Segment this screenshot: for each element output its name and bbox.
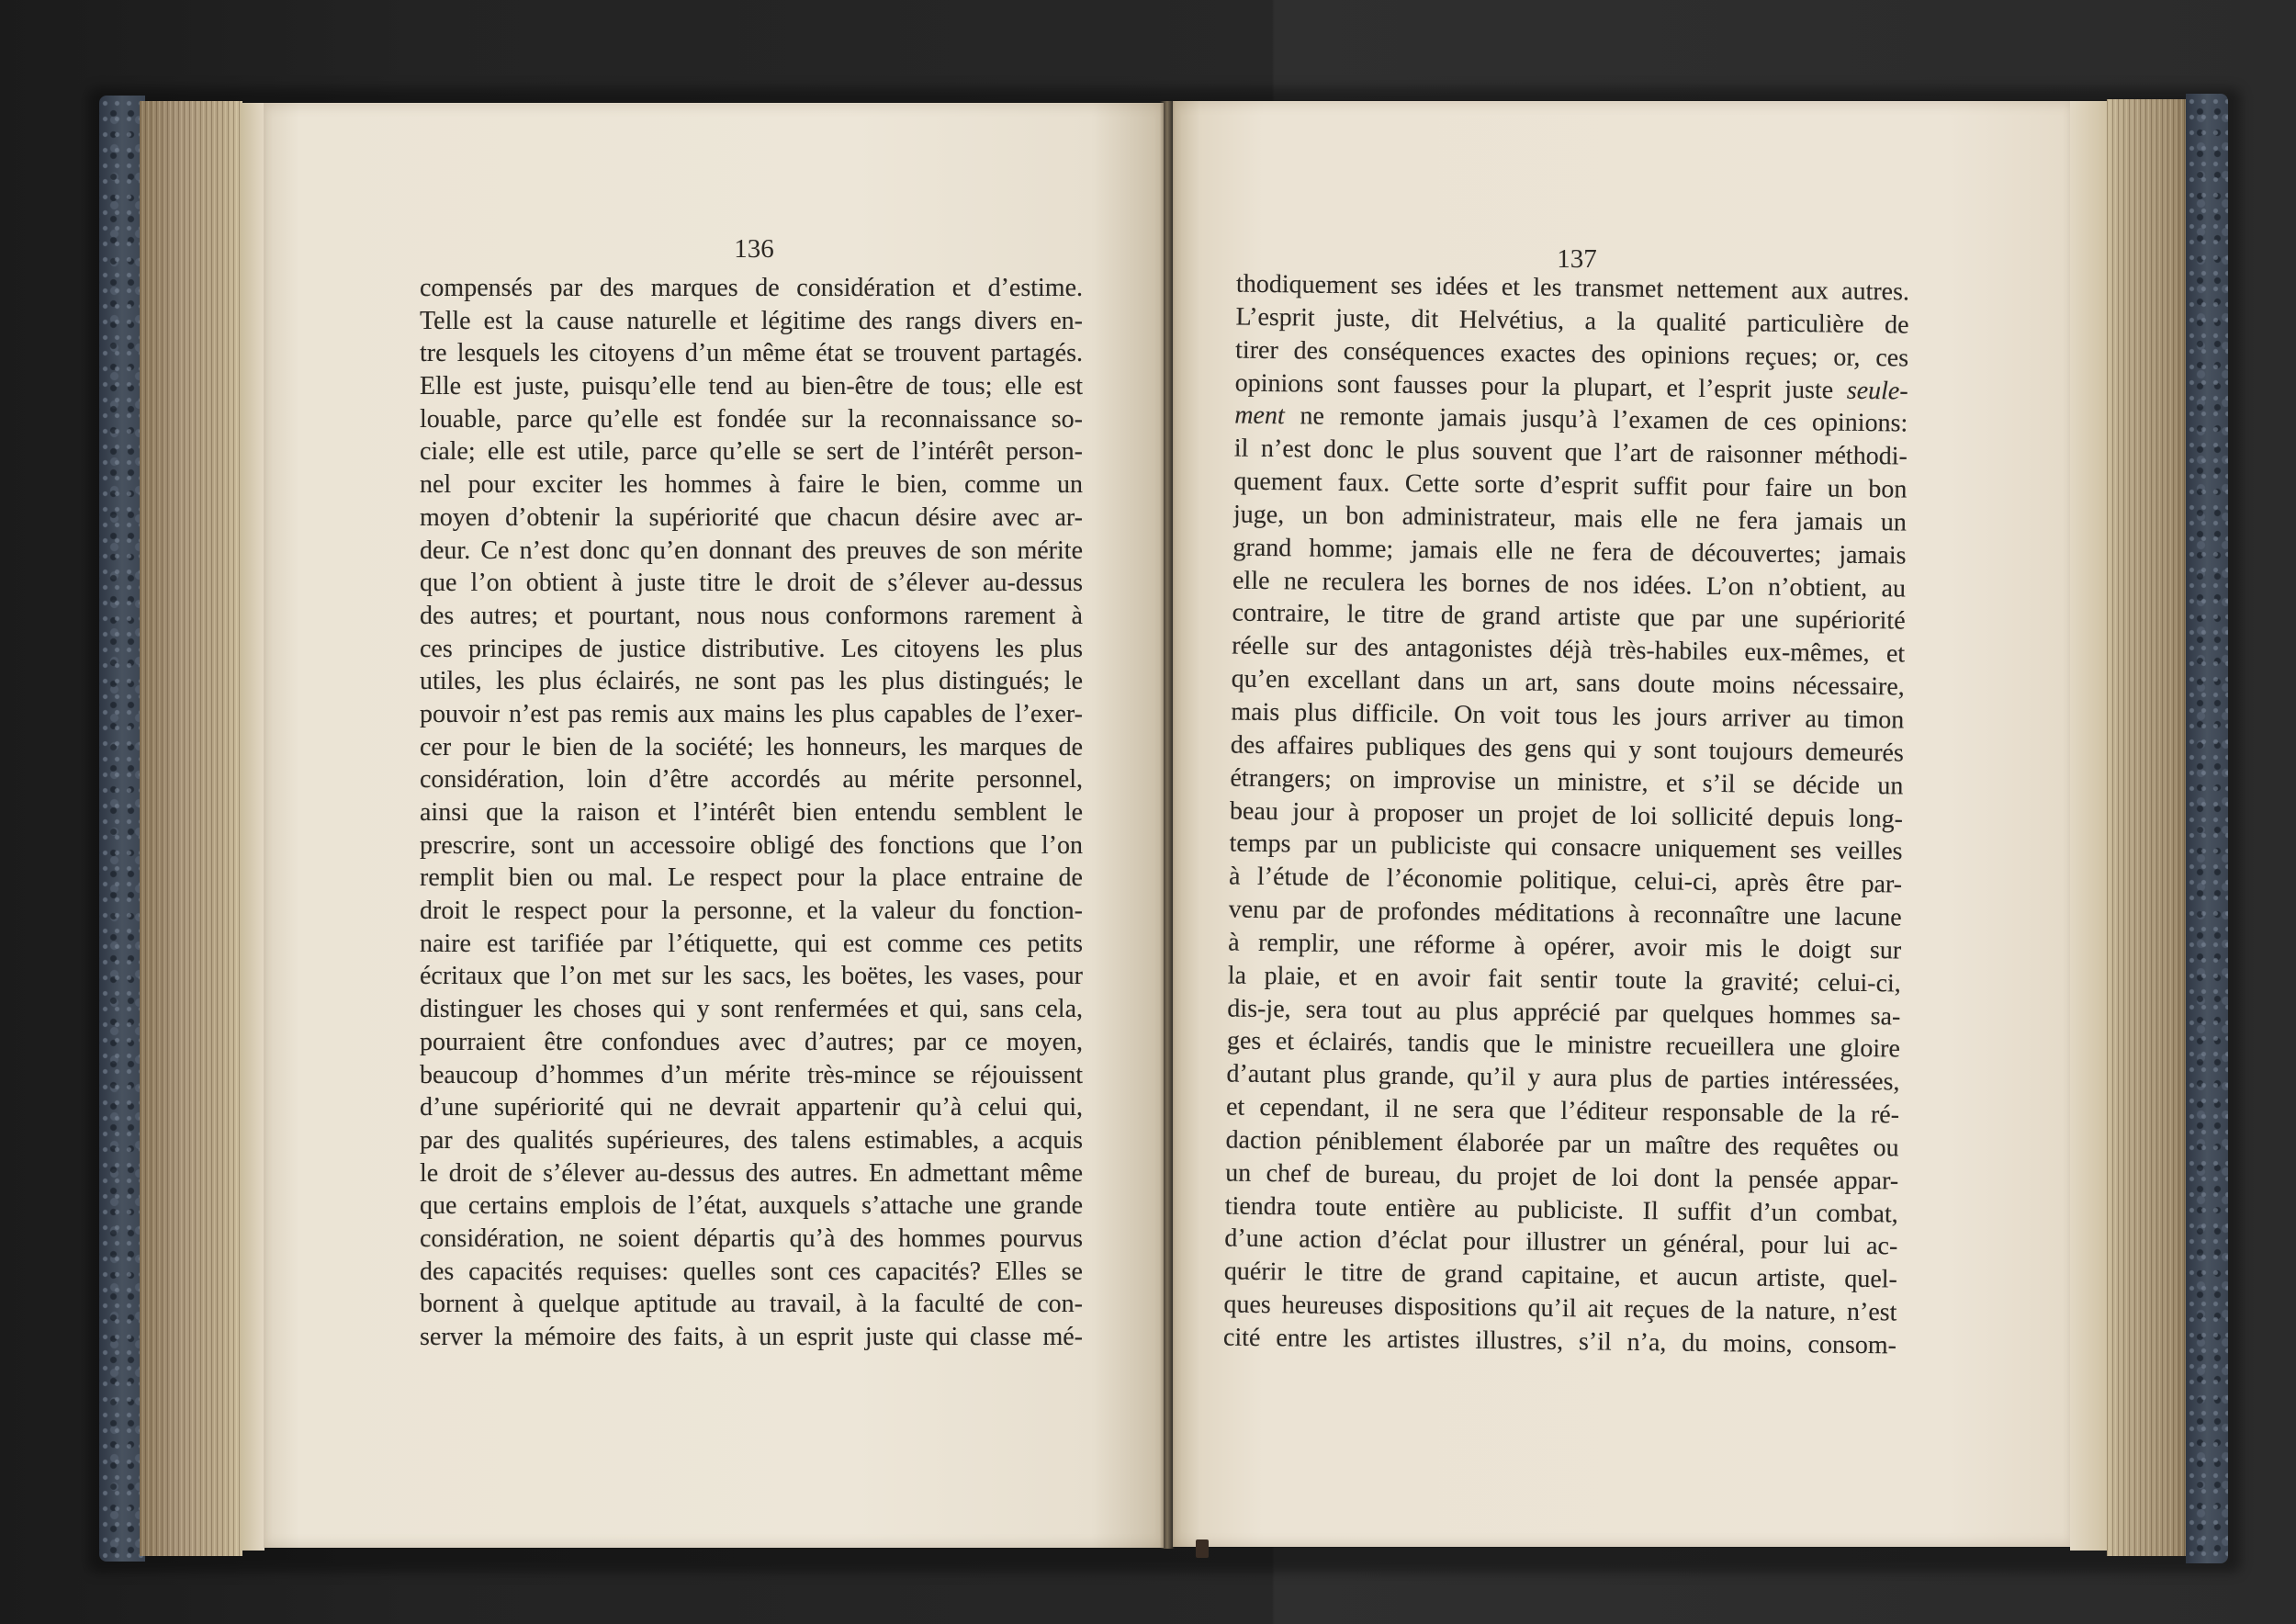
gutter [1160, 101, 1175, 1549]
text-line: écritaux que l’on met sur les sacs, les boëtes, les vases, pour [420, 962, 1083, 991]
text-segment: opinions sont fausses pour la plupart, et l’esprit juste [1234, 368, 1848, 405]
text-line: un chef de bureau, du projet de loi dont la pensée appar- [1225, 1158, 1899, 1196]
text-line: L’esprit juste, dit Helvétius, a la qualité particulière de [1235, 302, 1909, 340]
text-line: des capacités requises: quelles sont ces capacités? Elles se [420, 1257, 1083, 1286]
text-line: daction péniblement élaborée par un maître des requêtes ou [1225, 1125, 1899, 1163]
text-line: dis-je, sera tout au plus apprécié par quelques hommes sa- [1227, 994, 1901, 1032]
right-page-text [1223, 268, 1909, 1363]
text-line: que certains emplois de l’état, auxquels s’attache une grande [420, 1191, 1083, 1221]
text-line: qu’en excellant dans un art, sans doute moins nécessaire, [1231, 664, 1905, 702]
text-line: beau jour à proposer un projet de loi sollicité depuis long- [1229, 796, 1904, 833]
text-line: ques heureuses dispositions qu’il ait reçues de la nature, n’est [1223, 1290, 1897, 1327]
text-line: pouvoir n’est pas remis aux mains les plus capables de l’exer- [420, 699, 1083, 728]
text-line: mais plus difficile. On voit tous les jours arriver au timon [1231, 697, 1905, 735]
right-page-curl [2070, 101, 2109, 1551]
text-line: venu par de profondes méditations à reconnaître une lacune [1228, 895, 1902, 932]
text-line: Elle est juste, puisqu’elle tend au bien-être de tous; elle est [420, 372, 1083, 401]
text-segment: ne remonte jamais jusqu’à l’examen de ces opinions: [1284, 401, 1908, 438]
text-line: considération, ne soient départis qu’à des hommes pourvus [420, 1224, 1083, 1253]
text-line: juge, un bon administrateur, mais elle ne fera jamais un [1232, 500, 1908, 537]
text-line: compensés par des marques de considération et d’estime. [420, 274, 1083, 302]
left-page-edges [140, 101, 242, 1556]
text-line: droit le respect pour la personne, et la valeur du fonction- [420, 897, 1083, 926]
text-line: des autres; et pourtant, nous nous conformons rarement à [420, 601, 1083, 630]
text-line: deur. Ce n’est donc qu’en donnant des preuves de son mérite [420, 536, 1083, 565]
text-line: le droit de s’élever au-dessus des autres. En admettant même [420, 1158, 1083, 1188]
text-line: prescrire, sont un accessoire obligé des fonctions que l’on [420, 830, 1083, 860]
left-cover [99, 96, 145, 1562]
text-line: bornent à quelque aptitude au travail, à la faculté de con- [420, 1290, 1083, 1319]
text-line: à l’étude de l’économie politique, celui-ci, après être par- [1228, 862, 1903, 899]
text-line: tiendra toute entière au publiciste. Il suffit d’un combat, [1224, 1191, 1898, 1229]
text-line: elle ne reculera les bornes de nos idées. L’on n’obtient, au [1232, 566, 1907, 603]
text-line: cité entre les artistes illustres, s’il n’a, du moins, consom- [1222, 1323, 1897, 1360]
page-number: 136 [734, 234, 774, 264]
text-line: quérir le titre de grand capitaine, et aucun artiste, quel- [1223, 1257, 1898, 1294]
text-line: grand homme; jamais elle ne fera de découvertes; jamais [1232, 533, 1907, 570]
left-page-text [420, 272, 1083, 1354]
text-line: ainsi que la raison et l’intérêt bien entendu semblent le [420, 798, 1083, 827]
italic-text-segment: ment [1234, 400, 1285, 431]
text-line: beaucoup d’hommes d’un mérite très-mince se réjouissent [420, 1060, 1083, 1089]
right-page-edges [2107, 99, 2188, 1556]
text-line: cer pour le bien de la société; les honneurs, les marques de [420, 732, 1083, 761]
text-line: moyen d’obtenir la supériorité que chacun désire avec ar- [420, 502, 1083, 532]
page-number: 137 [1557, 244, 1597, 274]
text-line: d’autant plus grande, qu’il y aura plus de parties intéressées, [1226, 1059, 1900, 1097]
left-page-curl [241, 103, 264, 1551]
text-line: tirer des conséquences exactes des opinions reçues; or, ces [1234, 335, 1909, 373]
text-line: considération, loin d’être accordés au mérite personnel, [420, 765, 1083, 795]
text-line: naire est tarifiée par l’étiquette, qui est comme ces petits [420, 929, 1083, 958]
text-line: quement faux. Cette sorte d’esprit suffit pour faire un bon [1233, 467, 1908, 504]
text-line: Telle est la cause naturelle et légitime des rangs divers en- [420, 306, 1083, 335]
text-line: des affaires publiques des gens qui y sont toujours demeurés [1230, 730, 1905, 768]
text-line: ces principes de justice distributive. Les citoyens les plus [420, 634, 1083, 663]
text-line: pourraient être confondues avec d’autres; par ce moyen, [420, 1027, 1083, 1056]
text-line: la plaie, et en avoir fait sentir toute la gravité; celui-ci, [1227, 961, 1901, 998]
text-line: et cependant, il ne sera que l’éditeur responsable de la ré- [1225, 1092, 1900, 1130]
text-line: thodiquement ses idées et les transmet nettement aux autres. [1235, 269, 1910, 307]
italic-text-segment: seule- [1846, 376, 1908, 406]
text-line: que l’on obtient à juste titre le droit de s’élever au-dessus [420, 569, 1083, 598]
text-line: ciale; elle est utile, parce qu’elle se sert de l’intérêt person- [420, 437, 1083, 467]
right-cover [2186, 94, 2228, 1563]
text-line: tre lesquels les citoyens d’un même état se trouvent partagés. [420, 339, 1083, 368]
text-line: nel pour exciter les hommes à faire le bien, comme un [420, 470, 1083, 500]
text-line: d’une action d’éclat pour illustrer un général, pour lui ac- [1224, 1224, 1898, 1261]
text-line: louable, parce qu’elle est fondée sur la reconnaissance so- [420, 404, 1083, 434]
text-line: il n’est donc le plus souvent que l’art de raisonner méthodi- [1233, 434, 1908, 471]
text-line: server la mémoire des faits, à un esprit juste qui classe mé- [420, 1323, 1083, 1351]
text-line: d’une supériorité qui ne devrait appartenir qu’à celui qui, [420, 1093, 1083, 1122]
text-line: étrangers; on improvise un ministre, et s’il se décide un [1230, 763, 1904, 801]
headband-thread [1196, 1539, 1209, 1558]
text-line: ges et éclairés, tandis que le ministre recueillera une gloire [1226, 1026, 1901, 1064]
text-line: par des qualités supérieures, des talens estimables, a acquis [420, 1125, 1083, 1155]
text-line: à remplir, une réforme à opérer, avoir mis le doigt sur [1228, 928, 1902, 965]
text-line: remplit bien ou mal. Le respect pour la place entraine de [420, 863, 1083, 893]
text-line: contraire, le titre de grand artiste que par une supériorité [1232, 598, 1906, 636]
text-line: réelle sur des antagonistes déjà très-habiles eux-mêmes, et [1232, 631, 1906, 669]
text-line: distinguer les choses qui y sont renfermées et qui, sans cela, [420, 995, 1083, 1024]
text-line: temps par un publiciste qui consacre uniquement ses veilles [1229, 829, 1903, 866]
text-line: utiles, les plus éclairés, ne sont pas les plus distingués; le [420, 667, 1083, 696]
